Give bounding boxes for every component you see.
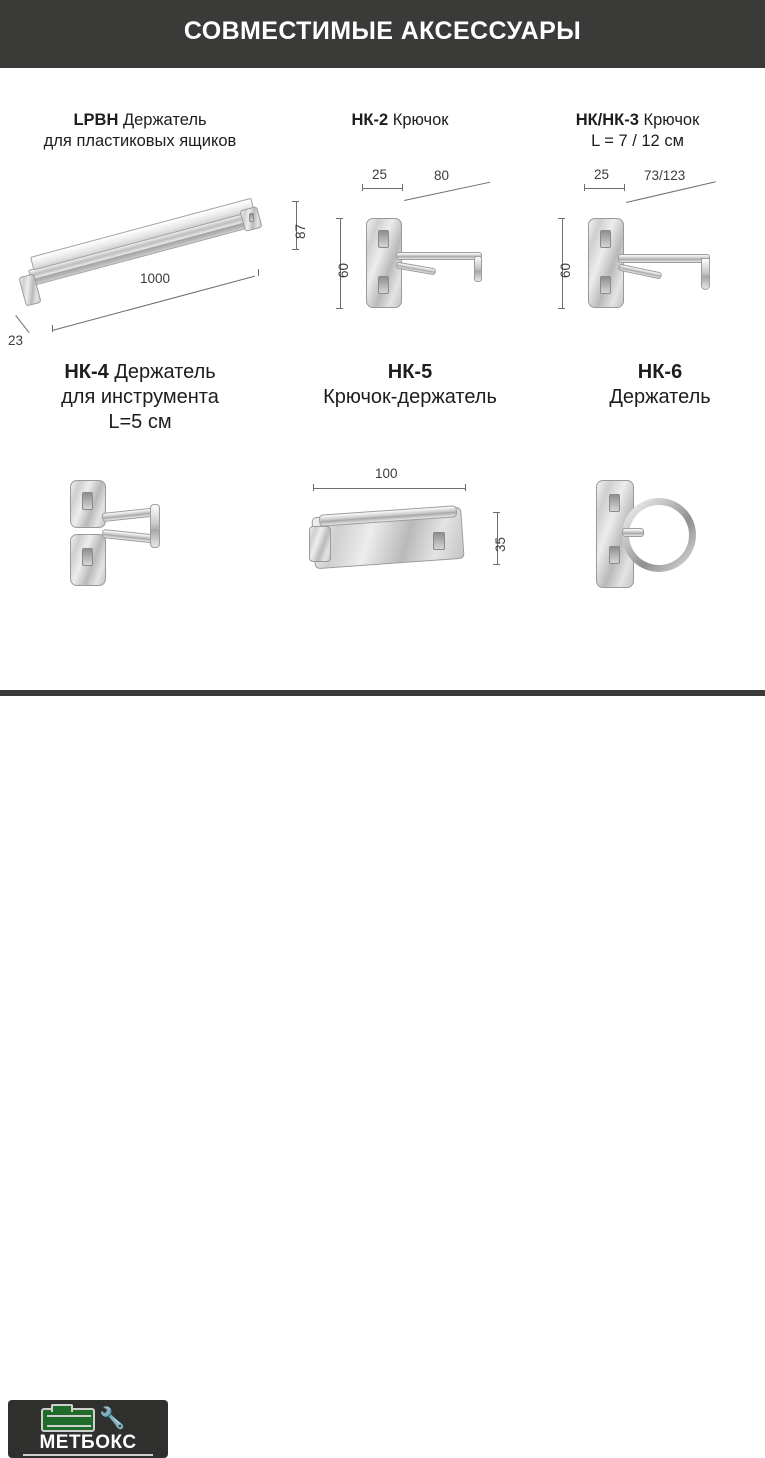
product-title-nk4	[10, 360, 270, 435]
product-name-nk5: Крючок-держатель	[323, 386, 497, 408]
nk5-slot	[433, 532, 445, 550]
dim-nk2-60-tick-top	[336, 218, 343, 219]
dim-nk3-25-line	[584, 188, 624, 189]
product-code-nk3: НК/НК-3	[575, 111, 639, 129]
nk3-hook-arm	[618, 254, 710, 263]
nk3-hook-tip	[701, 258, 710, 290]
toolbox-lines-icon	[47, 1415, 91, 1427]
product-image-nk4	[10, 470, 270, 650]
dim-nk5-100-tick-left	[313, 484, 314, 491]
page-title: СОВМЕСТИМЫЕ АКСЕССУАРЫ	[183, 16, 582, 45]
product-code-nk5: НК-5	[387, 361, 433, 383]
product-name-nk3: Крючок	[643, 111, 700, 129]
product-image-nk3	[520, 167, 755, 350]
product-image-lpbh	[8, 175, 308, 355]
dim-label-nk5-35: 35	[493, 536, 508, 552]
product-card-nk5	[285, 360, 535, 660]
product-name2-nk4: для инструмента	[61, 386, 219, 408]
product-card-nk4	[10, 360, 270, 660]
nk6-slot-lower	[609, 546, 620, 564]
brand-logo[interactable]	[8, 1400, 168, 1458]
dim-label-nk2-25: 25	[372, 167, 388, 182]
dim-nk3-len-line	[626, 181, 716, 203]
product-name3-nk4: L=5 см	[108, 411, 172, 433]
nk2-hook-tip	[474, 256, 482, 282]
product-image-nk2	[300, 167, 500, 350]
dim-nk3-60-tick-top	[558, 218, 565, 219]
dim-87-tick-bottom	[292, 249, 299, 250]
dim-nk2-60-tick-bottom	[336, 308, 343, 309]
dim-label-23: 23	[8, 333, 24, 348]
dim-nk3-25-tick-right	[624, 184, 625, 191]
product-image-nk5	[285, 466, 535, 650]
rail-mount-slot	[249, 213, 254, 222]
nk2-slot-upper	[378, 230, 389, 248]
dim-label-nk2-80: 80	[434, 168, 450, 183]
dim-nk2-25-tick-left	[362, 184, 363, 191]
dim-label-1000: 1000	[140, 271, 171, 286]
brand-name: МЕТБОКС	[39, 1432, 137, 1453]
nk3-slot-upper	[600, 230, 611, 248]
nk4-jaw-tip	[150, 504, 160, 548]
nk3-hook-brace	[618, 264, 662, 280]
product-title-nk3	[520, 110, 755, 151]
product-title-nk5	[285, 360, 535, 410]
product-card-nk2	[300, 110, 500, 360]
nk6-ring-neck	[622, 528, 644, 537]
dim-nk5-100-line	[313, 488, 465, 489]
dim-label-nk3-60: 60	[558, 262, 573, 278]
wrench-icon: 🔧	[99, 1407, 126, 1430]
dim-nk5-35-tick-bottom	[493, 564, 500, 565]
product-card-nk3	[520, 110, 755, 360]
product-name-nk6: Держатель	[609, 386, 711, 408]
toolbox-icon	[41, 1408, 95, 1432]
header-divider	[0, 62, 765, 68]
dim-1000-tick-right	[258, 269, 259, 276]
nk4-slot-upper	[82, 492, 93, 510]
nk5-left-end	[309, 526, 331, 562]
page-footer	[0, 696, 765, 1453]
dim-label-87: 87	[293, 223, 308, 239]
dim-label-nk5-100: 100	[375, 466, 398, 481]
dim-nk2-80-line	[404, 182, 490, 201]
product-card-nk6	[560, 360, 760, 660]
product-name2-nk3: L = 7 / 12 см	[591, 131, 684, 150]
nk6-slot-upper	[609, 494, 620, 512]
nk4-slot-lower	[82, 548, 93, 566]
nk2-hook-arm	[396, 252, 482, 260]
product-code-nk2: НК-2	[351, 111, 389, 129]
product-title-lpbh	[10, 110, 270, 151]
logo-underline	[23, 1454, 153, 1456]
dim-nk2-25-line	[362, 188, 402, 189]
product-code-lpbh: LPBH	[73, 111, 119, 129]
product-title-nk2	[300, 110, 500, 131]
products-grid	[0, 80, 765, 680]
nk3-slot-lower	[600, 276, 611, 294]
dim-label-nk3-25: 25	[594, 167, 610, 182]
product-code-nk6: НК-6	[637, 361, 683, 383]
dim-nk5-100-tick-right	[465, 484, 466, 491]
page-header	[0, 0, 765, 62]
product-name2-lpbh: для пластиковых ящиков	[43, 131, 237, 150]
dim-nk2-25-tick-right	[402, 184, 403, 191]
product-name-nk2: Крючок	[392, 111, 449, 129]
dim-label-nk3-len: 73/123	[644, 168, 686, 183]
nk2-slot-lower	[378, 276, 389, 294]
product-image-nk6	[560, 470, 760, 650]
dim-23-line	[15, 315, 29, 333]
dim-nk5-35-tick-top	[493, 512, 500, 513]
dim-label-nk2-60: 60	[336, 262, 351, 278]
dim-1000-tick-left	[52, 325, 53, 332]
product-name-lpbh: Держатель	[122, 111, 207, 129]
dim-87-tick-top	[292, 201, 299, 202]
dim-nk3-60-tick-bottom	[558, 308, 565, 309]
product-name-nk4: Держатель	[114, 361, 216, 383]
product-title-nk6	[560, 360, 760, 410]
product-code-nk4: НК-4	[64, 361, 109, 383]
product-card-lpbh	[8, 110, 308, 360]
dim-nk3-25-tick-left	[584, 184, 585, 191]
